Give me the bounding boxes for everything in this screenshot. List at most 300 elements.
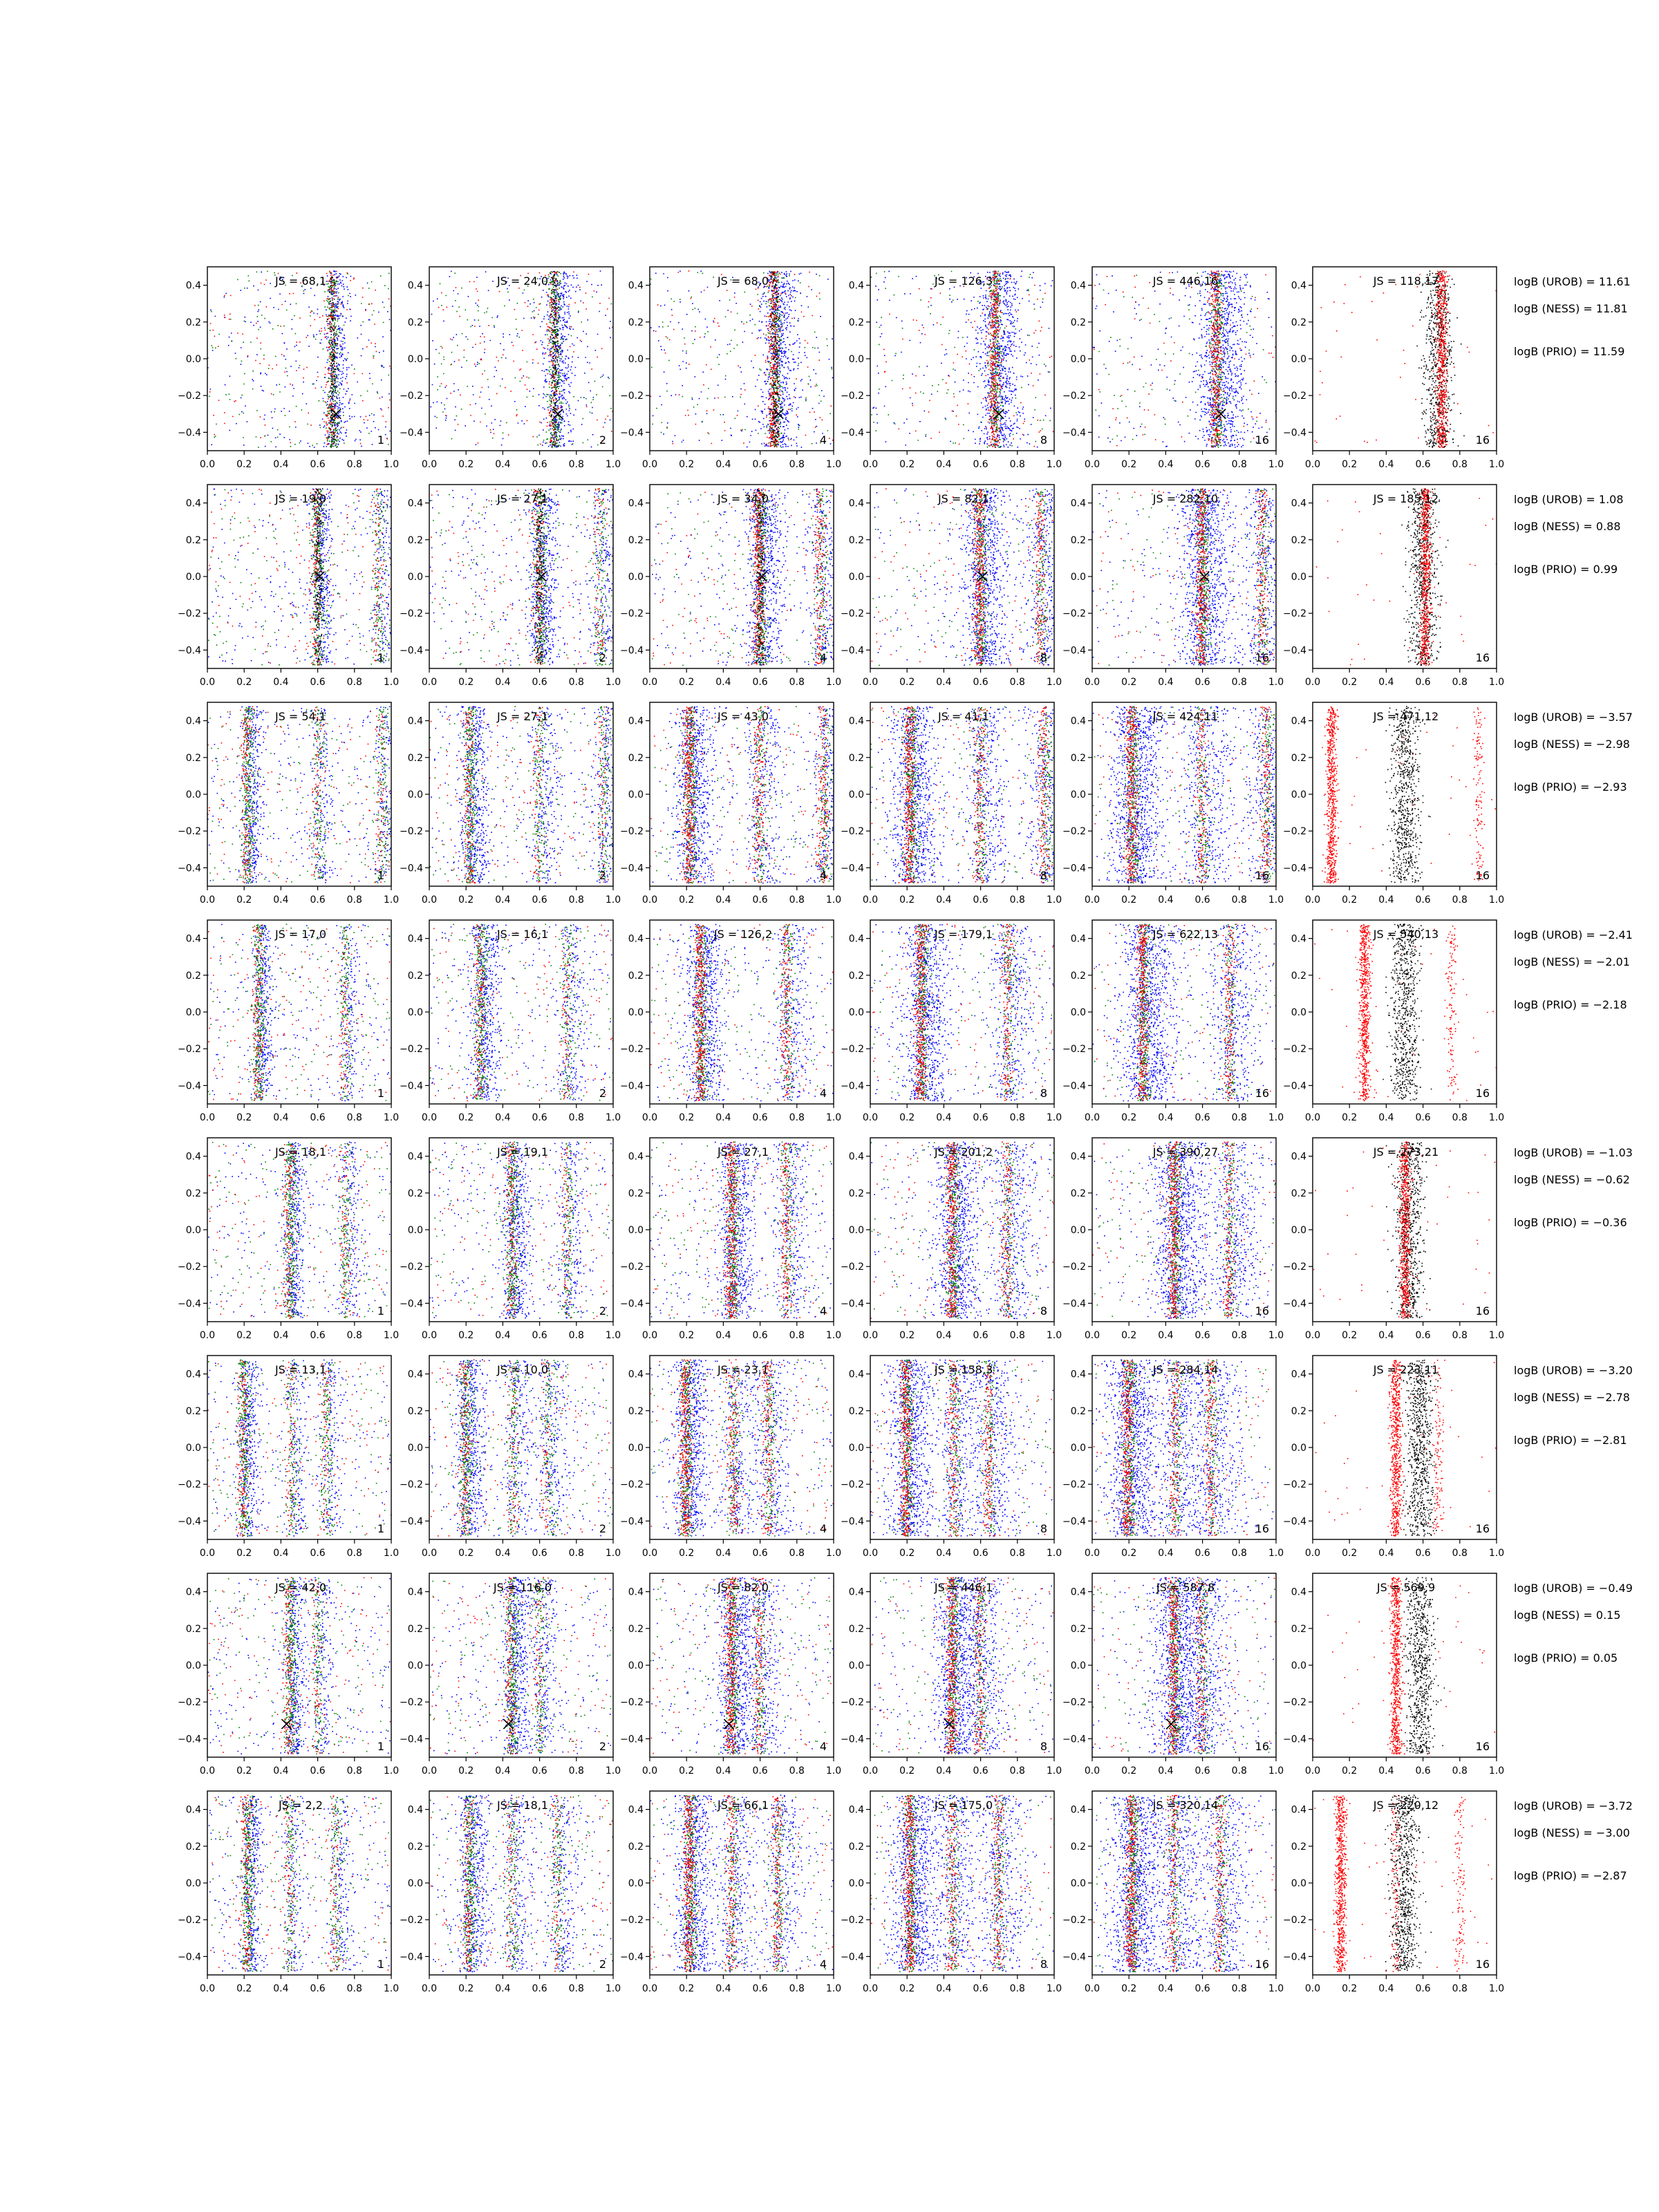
blue-band <box>914 1794 987 1972</box>
y-tick-label: 0.2 <box>407 752 423 764</box>
green-band <box>455 1360 476 1536</box>
scatter-points <box>870 924 1055 1101</box>
x-tick-label: 0.0 <box>641 459 658 470</box>
red-band-sparse-marks <box>1452 1797 1468 1972</box>
blue-background-marks <box>430 489 614 666</box>
axes-frame <box>870 485 1054 668</box>
x-tick-label: 1.0 <box>1046 1765 1062 1777</box>
blue-band-marks <box>369 489 400 666</box>
count-label: 16 <box>1475 1958 1490 1971</box>
red-background <box>1315 274 1497 443</box>
y-tick-label: −0.2 <box>620 1697 644 1709</box>
x-tick-label: 0.0 <box>862 677 879 688</box>
green-background-marks <box>209 1578 392 1752</box>
panel-r6-c6 <box>1283 1356 1504 1559</box>
blue-background-marks <box>209 1796 391 1971</box>
panel-r3-c5 <box>1062 702 1313 906</box>
blue-background-marks <box>870 924 1054 1100</box>
green-band-marks <box>595 706 613 878</box>
red-band-marks <box>997 1141 1015 1318</box>
x-tick-label: 0.4 <box>495 1548 511 1559</box>
red-band <box>946 1360 962 1536</box>
red-band <box>780 924 794 1100</box>
count-label: 2 <box>599 1087 606 1100</box>
count-label: 4 <box>819 869 827 882</box>
y-tick-label: 0.4 <box>1070 715 1086 727</box>
blue-band <box>500 1360 537 1537</box>
js-label: JS = 622,13 <box>1152 928 1219 941</box>
y-tick-label: 0.4 <box>628 1369 644 1380</box>
x-tick-label: 0.8 <box>346 677 362 688</box>
y-tick-label: 0.4 <box>407 280 423 292</box>
red-background-marks <box>209 1142 392 1318</box>
red-background-marks <box>438 272 614 445</box>
x-tick-label: 0.0 <box>641 894 658 906</box>
x-tick-label: 0.8 <box>1009 1112 1025 1123</box>
blue-band-marks <box>236 1796 268 1971</box>
y-tick-label: −0.2 <box>400 826 423 838</box>
x-tick-label: 1.0 <box>605 1983 621 1994</box>
y-tick-label: −0.4 <box>1062 1951 1086 1963</box>
blue-background <box>1094 1142 1276 1319</box>
red-band <box>1353 924 1375 1101</box>
red-background <box>433 1142 614 1319</box>
x-tick-label: 1.0 <box>1046 894 1062 906</box>
red-background-marks <box>651 1145 834 1318</box>
x-tick-label: 0.0 <box>1304 459 1321 470</box>
x-tick-label: 0.8 <box>1452 1330 1468 1341</box>
js-label: JS = 18,1 <box>496 1799 549 1812</box>
x-tick-label: 0.2 <box>1121 1112 1137 1123</box>
y-tick-label: 0.0 <box>848 1225 864 1236</box>
y-tick-label: −0.2 <box>400 608 423 620</box>
y-tick-label: 0.0 <box>1070 1443 1086 1454</box>
x-tick-label: 0.2 <box>1342 894 1358 906</box>
count-label: 16 <box>1255 1087 1269 1100</box>
scatter-points <box>872 488 1081 666</box>
green-background <box>1099 489 1275 666</box>
x-tick-label: 0.2 <box>236 1983 252 1994</box>
blue-band-marks <box>538 271 588 448</box>
js-label: JS = 23,1 <box>717 1363 769 1376</box>
y-tick-label: −0.4 <box>1283 863 1306 874</box>
x-tick-label: 0.6 <box>752 677 768 688</box>
x-tick-label: 0.6 <box>752 1330 768 1341</box>
blue-band <box>1145 1360 1221 1536</box>
y-tick-label: −0.4 <box>400 645 423 657</box>
x-tick-label: 0.0 <box>862 459 879 470</box>
x-tick-label: 0.6 <box>532 1112 547 1123</box>
red-band-marks <box>1333 1796 1351 1973</box>
x-tick-label: 1.0 <box>825 1548 842 1559</box>
blue-background-marks <box>1093 706 1277 883</box>
red-background <box>883 278 1055 447</box>
y-tick-label: 0.2 <box>407 317 423 328</box>
x-tick-label: 0.2 <box>899 459 915 470</box>
x-tick-label: 0.8 <box>568 1330 584 1341</box>
js-label: JS = 126,2 <box>713 928 773 941</box>
panel-r8-c3 <box>620 1791 841 1994</box>
red-band-marks <box>751 1577 770 1754</box>
blue-background <box>208 1577 392 1754</box>
y-tick-label: 0.4 <box>1291 1151 1306 1163</box>
x-tick-label: 0.0 <box>641 677 658 688</box>
x-tick-label: 0.8 <box>1452 677 1468 688</box>
blue-band <box>523 489 569 665</box>
y-tick-label: 0.0 <box>185 1225 201 1236</box>
x-tick-label: 0.2 <box>458 459 474 470</box>
green-band-marks <box>1202 1360 1224 1535</box>
y-tick-label: −0.4 <box>178 1298 201 1310</box>
y-tick-label: 0.4 <box>1291 1586 1306 1598</box>
red-background <box>872 488 1055 665</box>
logb-label: logB (UROB) = −3.72 <box>1514 1799 1633 1812</box>
x-tick-label: 0.0 <box>199 459 216 470</box>
red-background <box>872 708 1055 883</box>
black-cluster-marks <box>1382 706 1431 883</box>
scatter-points <box>1315 1794 1492 1972</box>
y-tick-label: 0.2 <box>848 1841 864 1853</box>
blue-band <box>802 489 854 666</box>
js-label: JS = 18,1 <box>274 1145 327 1159</box>
y-tick-label: 0.0 <box>1291 1443 1306 1454</box>
blue-background-marks <box>431 270 615 447</box>
y-tick-label: −0.2 <box>841 1262 864 1273</box>
y-tick-label: 0.0 <box>185 1660 201 1671</box>
x-tick-label: 0.4 <box>495 459 511 470</box>
x-tick-label: 1.0 <box>1046 1330 1062 1341</box>
y-tick-label: 0.2 <box>1070 970 1086 982</box>
blue-band-marks <box>951 1577 1021 1754</box>
x-tick-label: 1.0 <box>825 459 842 470</box>
y-tick-label: 0.0 <box>848 572 864 583</box>
y-tick-label: 0.4 <box>1070 1586 1086 1598</box>
scatter-points <box>650 924 834 1102</box>
blue-background <box>207 708 391 882</box>
x-tick-label: 0.4 <box>715 1330 731 1341</box>
count-label: 16 <box>1475 869 1490 882</box>
red-background-marks <box>207 1361 389 1535</box>
red-background-marks <box>872 1577 1055 1754</box>
blue-band <box>1168 1579 1254 1754</box>
logb-label: logB (PRIO) = 11.59 <box>1514 345 1625 358</box>
y-tick-label: 0.4 <box>1291 933 1306 945</box>
red-band <box>374 714 390 883</box>
x-tick-label: 0.4 <box>715 1765 731 1777</box>
red-background <box>872 924 1053 1093</box>
green-band-marks <box>1002 924 1018 1101</box>
axes-frame <box>1313 1356 1497 1539</box>
axes-frame <box>429 702 613 886</box>
blue-band <box>443 1794 497 1972</box>
y-tick-label: 0.0 <box>1070 1225 1086 1236</box>
red-background-marks <box>1316 491 1498 666</box>
count-label: 2 <box>599 433 606 447</box>
blue-band-marks <box>443 1794 497 1972</box>
y-tick-label: 0.2 <box>185 1188 201 1199</box>
x-tick-label: 0.4 <box>1378 459 1394 470</box>
scatter-points <box>650 1794 834 1972</box>
axes-frame <box>650 702 834 886</box>
red-band-marks <box>1220 924 1237 1102</box>
x-tick-label: 0.6 <box>532 1983 547 1994</box>
x-tick-label: 0.0 <box>862 894 879 906</box>
panel-r7-c4 <box>841 1573 1062 1777</box>
js-label: JS = 41,1 <box>937 710 990 723</box>
x-tick-label: 0.8 <box>1452 1983 1468 1994</box>
x-tick-label: 0.0 <box>1084 1765 1100 1777</box>
y-tick-label: 0.2 <box>185 534 201 546</box>
count-label: 16 <box>1475 651 1490 664</box>
y-tick-label: 0.4 <box>628 933 644 945</box>
js-label: JS = 16,1 <box>496 928 549 941</box>
green-background-marks <box>431 1361 614 1535</box>
js-label: JS = 282,10 <box>1152 492 1219 505</box>
y-tick-label: −0.2 <box>1283 608 1306 620</box>
red-background <box>1094 1365 1269 1536</box>
y-tick-label: 0.4 <box>407 933 423 945</box>
count-label: 1 <box>377 1087 384 1100</box>
x-tick-label: 0.4 <box>273 1330 289 1341</box>
x-tick-label: 0.6 <box>973 677 988 688</box>
blue-background-marks <box>870 1361 1053 1537</box>
blue-band <box>1138 1795 1219 1972</box>
js-label: JS = 540,13 <box>1373 928 1439 941</box>
y-tick-label: −0.4 <box>841 427 864 439</box>
y-tick-label: −0.4 <box>1062 1516 1086 1528</box>
blue-band-marks <box>332 1142 365 1317</box>
scatter-points <box>650 1359 835 1537</box>
x-tick-label: 0.6 <box>310 1983 326 1994</box>
y-tick-label: −0.2 <box>178 1915 201 1927</box>
y-tick-label: 0.4 <box>1070 498 1086 509</box>
blue-band <box>280 1360 310 1537</box>
x-tick-label: 0.8 <box>789 1548 805 1559</box>
green-background <box>431 489 614 666</box>
y-tick-label: 0.2 <box>1070 534 1086 546</box>
panel-r1-c3 <box>620 267 841 470</box>
x-tick-label: 0.6 <box>310 677 326 688</box>
logb-label: logB (NESS) = 0.15 <box>1514 1609 1621 1622</box>
true-value-marker <box>724 1719 733 1729</box>
y-tick-label: −0.2 <box>620 826 644 838</box>
x-tick-label: 0.2 <box>899 1548 915 1559</box>
x-tick-label: 0.0 <box>862 1330 879 1341</box>
y-tick-label: −0.2 <box>1062 1262 1086 1273</box>
x-tick-label: 0.6 <box>752 1765 768 1777</box>
x-tick-label: 1.0 <box>605 1330 621 1341</box>
count-label: 16 <box>1255 1522 1269 1535</box>
green-background <box>436 272 613 446</box>
y-tick-label: −0.4 <box>1062 427 1086 439</box>
scatter-points <box>429 706 633 883</box>
x-tick-label: 0.4 <box>715 1983 731 1994</box>
y-tick-label: −0.4 <box>400 1951 423 1963</box>
x-tick-label: 1.0 <box>1488 1765 1505 1777</box>
scatter-points <box>207 1359 392 1537</box>
y-tick-label: −0.2 <box>178 826 201 838</box>
y-tick-label: 0.0 <box>1070 789 1086 800</box>
blue-background <box>430 489 614 666</box>
red-band <box>1220 924 1237 1102</box>
x-tick-label: 0.2 <box>458 894 474 906</box>
js-label: JS = 158,3 <box>934 1363 993 1376</box>
y-tick-label: 0.4 <box>1291 715 1306 727</box>
x-tick-label: 0.8 <box>346 1112 362 1123</box>
y-tick-label: 0.0 <box>407 354 423 365</box>
red-background <box>651 1145 834 1318</box>
logb-label: logB (UROB) = 11.61 <box>1514 275 1631 288</box>
blue-background <box>870 924 1054 1100</box>
y-tick-label: −0.2 <box>178 1262 201 1273</box>
y-tick-label: 0.2 <box>407 1623 423 1635</box>
scatter-points <box>430 488 624 666</box>
blue-band-marks <box>464 924 507 1101</box>
y-tick-label: 0.0 <box>848 1443 864 1454</box>
x-tick-label: 1.0 <box>825 1765 842 1777</box>
x-tick-label: 1.0 <box>825 894 842 906</box>
count-label: 8 <box>1040 869 1047 882</box>
blue-band-marks <box>526 706 563 883</box>
x-tick-label: 1.0 <box>1046 459 1062 470</box>
x-tick-label: 0.4 <box>273 1112 289 1123</box>
x-tick-label: 0.0 <box>199 1983 216 1994</box>
x-tick-label: 0.4 <box>715 459 731 470</box>
y-tick-label: −0.4 <box>178 1734 201 1745</box>
red-band <box>1333 1796 1351 1973</box>
green-background <box>872 489 1054 666</box>
logb-label: logB (PRIO) = −2.81 <box>1514 1434 1627 1447</box>
panel-r4-c3 <box>620 920 841 1123</box>
js-label: JS = 587,8 <box>1156 1581 1215 1594</box>
scatter-points <box>1313 1577 1495 1755</box>
y-tick-label: 0.4 <box>407 1151 423 1163</box>
red-background <box>1096 489 1275 664</box>
y-tick-label: 0.4 <box>628 1804 644 1816</box>
y-tick-label: −0.4 <box>841 645 864 657</box>
x-tick-label: 0.6 <box>310 894 326 906</box>
green-background <box>870 1795 1053 1972</box>
x-tick-label: 0.0 <box>1304 894 1321 906</box>
x-tick-label: 0.8 <box>346 1548 362 1559</box>
blue-band-marks <box>664 1360 719 1537</box>
y-tick-label: 0.2 <box>407 970 423 982</box>
green-background-marks <box>652 489 831 666</box>
x-tick-label: 0.0 <box>421 1548 438 1559</box>
x-tick-label: 0.0 <box>421 894 438 906</box>
y-tick-label: 0.4 <box>848 280 864 292</box>
js-label: JS = 116,0 <box>493 1581 552 1594</box>
y-tick-label: 0.0 <box>848 789 864 800</box>
count-label: 1 <box>377 1304 384 1318</box>
x-tick-label: 0.6 <box>973 1765 988 1777</box>
blue-band <box>464 924 507 1101</box>
x-tick-label: 0.2 <box>458 1548 474 1559</box>
red-band-marks <box>339 1147 352 1317</box>
y-tick-label: 0.0 <box>1291 1225 1306 1236</box>
y-tick-label: 0.2 <box>185 970 201 982</box>
panel-r1-c4 <box>841 267 1062 470</box>
y-tick-label: −0.2 <box>620 1479 644 1491</box>
blue-band <box>538 1796 585 1972</box>
green-band-marks <box>760 1360 779 1537</box>
blue-background <box>208 1143 391 1317</box>
y-tick-label: 0.0 <box>407 1225 423 1236</box>
blue-band-marks <box>666 706 730 883</box>
x-tick-label: 1.0 <box>1488 459 1505 470</box>
blue-background-marks <box>650 271 834 448</box>
red-background <box>650 1361 834 1530</box>
y-tick-label: −0.4 <box>620 1734 644 1745</box>
x-tick-label: 0.8 <box>789 894 805 906</box>
green-background-marks <box>208 924 390 1100</box>
count-label: 16 <box>1475 1304 1490 1318</box>
y-tick-label: 0.2 <box>1291 752 1306 764</box>
green-background <box>874 924 1056 1100</box>
y-tick-label: 0.0 <box>848 354 864 365</box>
x-tick-label: 0.8 <box>346 1765 362 1777</box>
x-tick-label: 0.2 <box>1121 1548 1137 1559</box>
x-tick-label: 0.8 <box>568 677 584 688</box>
y-tick-label: 0.4 <box>185 498 201 509</box>
js-label: JS = 42,0 <box>274 1581 327 1594</box>
js-label: JS = 446,16 <box>1152 274 1219 288</box>
y-tick-label: 0.2 <box>628 752 644 764</box>
y-tick-label: −0.4 <box>178 1951 201 1963</box>
green-background-marks <box>1099 489 1275 666</box>
blue-band <box>889 924 959 1102</box>
red-background-marks <box>208 927 391 1100</box>
y-tick-label: −0.2 <box>1062 1479 1086 1491</box>
x-tick-label: 0.4 <box>1158 1548 1174 1559</box>
y-tick-label: 0.2 <box>848 970 864 982</box>
x-tick-label: 0.0 <box>421 1330 438 1341</box>
x-tick-label: 0.4 <box>495 894 511 906</box>
js-label: JS = 17,0 <box>274 928 327 941</box>
x-tick-label: 0.6 <box>752 1112 768 1123</box>
y-tick-label: 0.4 <box>185 1151 201 1163</box>
y-tick-label: −0.4 <box>620 1951 644 1963</box>
x-tick-label: 0.6 <box>1415 1112 1431 1123</box>
y-tick-label: −0.4 <box>1283 1080 1306 1092</box>
x-tick-label: 1.0 <box>1488 1983 1505 1994</box>
blue-background <box>1092 1362 1273 1537</box>
panel-r5-c6 <box>1283 1138 1504 1341</box>
y-tick-label: −0.4 <box>178 427 201 439</box>
axes-frame <box>429 1356 613 1539</box>
green-background <box>430 924 615 1100</box>
scatter-points <box>430 1794 614 1972</box>
y-tick-label: −0.4 <box>1283 427 1306 439</box>
x-tick-label: 0.6 <box>310 1548 326 1559</box>
y-tick-label: −0.2 <box>1062 1915 1086 1927</box>
count-label: 4 <box>819 1087 827 1100</box>
count-label: 2 <box>599 1522 606 1535</box>
x-tick-label: 0.6 <box>1194 894 1210 906</box>
green-background-marks <box>1096 1795 1277 1969</box>
y-tick-label: −0.2 <box>400 1044 423 1056</box>
scatter-points <box>429 1141 613 1319</box>
count-label: 16 <box>1255 1740 1269 1753</box>
x-tick-label: 0.4 <box>273 1983 289 1994</box>
blue-band <box>668 1795 724 1972</box>
red-band <box>780 1143 795 1319</box>
x-tick-label: 0.4 <box>1378 1112 1394 1123</box>
red-background <box>1094 925 1276 1100</box>
y-tick-label: 0.2 <box>407 1405 423 1417</box>
scatter-points <box>1315 270 1497 448</box>
scatter-points <box>1093 271 1277 448</box>
